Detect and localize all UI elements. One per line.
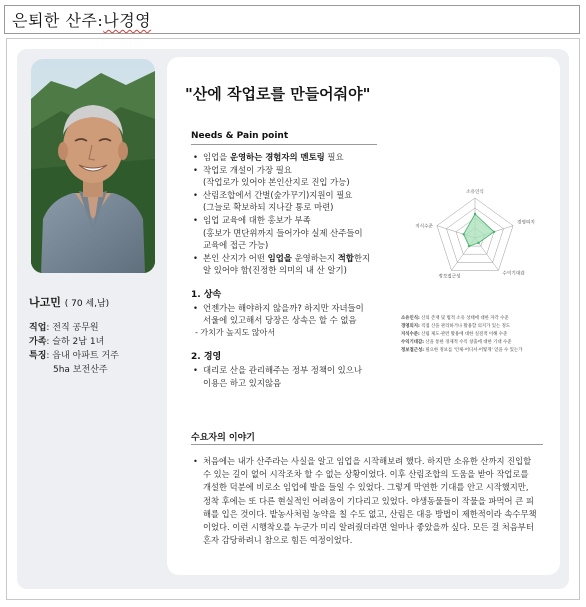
list-item-cont: (그늘로 확보하되 지나갈 통로 마련): [203, 202, 334, 213]
persona-photo: [31, 59, 155, 273]
story-divider: [191, 444, 543, 445]
list-item: • 대리로 산을 관리해주는 정부 정책이 있으나 이용은 하고 있지않음: [191, 364, 381, 389]
story-text: [191, 455, 543, 547]
page-title-bar: [4, 5, 580, 34]
detail-row: [29, 321, 119, 335]
list-item-cont: 알 있어야 함(진정한 의미의 내 산 알기): [203, 265, 347, 276]
legend-item: 수익기대감: 산을 통한 경제적 수익 창출에 대한 기대 수준: [401, 340, 512, 345]
detail-key: 가족: [29, 337, 47, 347]
radar-axis-label: 지식수준: [415, 224, 433, 230]
list-item: • 임업 교육에 대한 홍보가 부족 (홍보가 면단위까지 들어가야 실제 산주들이 교육에 접근 가능): [191, 214, 381, 252]
persona-details: [29, 321, 119, 377]
list-item-cont: (작업로가 있어야 본인산지로 진입 가능): [203, 177, 350, 188]
radar-point: [493, 231, 495, 233]
radar-axis-label: 수익기대감: [502, 271, 525, 277]
story-title: 수요자의 이야기: [191, 433, 255, 443]
detail-key: 직업: [29, 323, 47, 333]
list-item-cont: 교육에 접근 가능): [203, 240, 269, 251]
radar-chart: [395, 182, 555, 292]
needs-list: [191, 151, 381, 389]
list-item-cont: 이용은 하고 있지않음: [203, 377, 282, 388]
manage-title: 2. 경영: [191, 352, 222, 363]
radar-point: [477, 242, 479, 244]
persona-quote: "산에 작업로를 만들어줘야": [185, 85, 371, 103]
radar-point: [462, 233, 464, 235]
inherit-title: 1. 상속: [191, 289, 222, 300]
inherit-note: - 가치가 높지도 않아서: [195, 327, 276, 337]
list-item: • 작업로 개설이 가장 필요 (작업로가 있어야 본인산지로 진입 가능): [191, 164, 381, 189]
detail-value: : 전직 공무원: [46, 323, 99, 333]
radar-series-area: [464, 214, 494, 246]
persona-card: [167, 57, 560, 575]
radar-point: [468, 245, 470, 247]
detail-row: [29, 349, 119, 363]
persona-name-text: 나고민: [29, 296, 61, 309]
persona-panel: [17, 49, 569, 589]
page-title-prefix: 은퇴한 산주:: [12, 11, 104, 30]
detail-row: [29, 335, 119, 349]
legend-item: 소유인식: 산의 존재 및 법적 소유 상태에 대한 자각 수준: [401, 316, 509, 321]
radar-legend: [401, 315, 551, 355]
list-item-cont: (홍보가 면단위까지 들어가야 실제 산주들이: [203, 227, 363, 238]
detail-extra: 5ha 보전산주: [53, 365, 108, 375]
needs-divider: [191, 144, 377, 145]
list-item: • 언젠가는 해야하지 않을까? 하지만 자녀들이 서울에 있고해서 당장은 상속은 할 수 없음: [191, 302, 381, 327]
radar-point: [474, 213, 476, 215]
list-item: • 임업을 운영하는 경험자의 멘토링 필요: [191, 151, 381, 164]
page-title-name: 나경영: [103, 11, 152, 30]
persona-frame: [6, 38, 580, 600]
radar-axis-label: 소유인식: [466, 190, 484, 195]
persona-age: ( 70 세,남): [64, 299, 110, 309]
detail-value: : 읍내 아파트 거주: [46, 351, 119, 361]
detail-value: : 슬하 2남 1녀: [46, 337, 105, 347]
legend-item: 지식수준: 산림 제도·관련 활용에 대한 실질적 이해 수준: [401, 332, 508, 337]
legend-item: 정보접근성: 필요한 정보를 '언제·어디서·어떻게' 얻을 수 있는가: [401, 348, 523, 353]
radar-axis-label: 정보접근성: [438, 274, 461, 280]
list-item: • 본인 산지가 어떤 임업을 운영하는지 적합한지 알 있어야 함(진정한 의미의 내 산 알기): [191, 252, 381, 277]
legend-item: 경영의지: 직접 산을 관리하거나 활용할 의지가 있는 정도: [401, 324, 511, 329]
needs-title: Needs & Pain point: [191, 131, 289, 141]
radar-axis-label: 경영의지: [517, 220, 535, 226]
detail-key: 특징: [29, 351, 47, 361]
list-item-cont: 서울에 있고해서 당장은 상속은 할 수 없음: [203, 315, 357, 326]
persona-name: [29, 294, 109, 310]
list-item: • 산림조합에서 간벌(숲가꾸기)지원이 필요 (그늘로 확보하되 지나갈 통로 마련): [191, 189, 381, 214]
story-paragraph: • 처음에는 내가 산주라는 사실을 알고 임업을 시작해보려 했다. 하지만 소유한 산까지 진입할 수 있는 길이 없어 시작조차 할 수 없는 상황이었다. 이후 산림조합의 도움을 받아 작업로를 개설한 덕분에 비로소 임업에 발을 들일 수 있었다. 그렇게 막연한 기대를 안고 시작했지만, 정착 후에는 또 다른 현실적인 어려움이 기다리고 있었다. 야생동물들이 작물을 파먹어 큰 피 해를 입은 것이다. 밭농사처럼 농약을 칠 수도 없고, 산림은 대응 방법이 제한적이라 속수무책 이었다. 이런 시행착오를 누군가 미리 알려줬더라면 얼마나 좋았을까 싶다. 모든 걸 처음부터 혼자 감당하려니 참으로 힘든 여정이었다.: [191, 455, 543, 547]
